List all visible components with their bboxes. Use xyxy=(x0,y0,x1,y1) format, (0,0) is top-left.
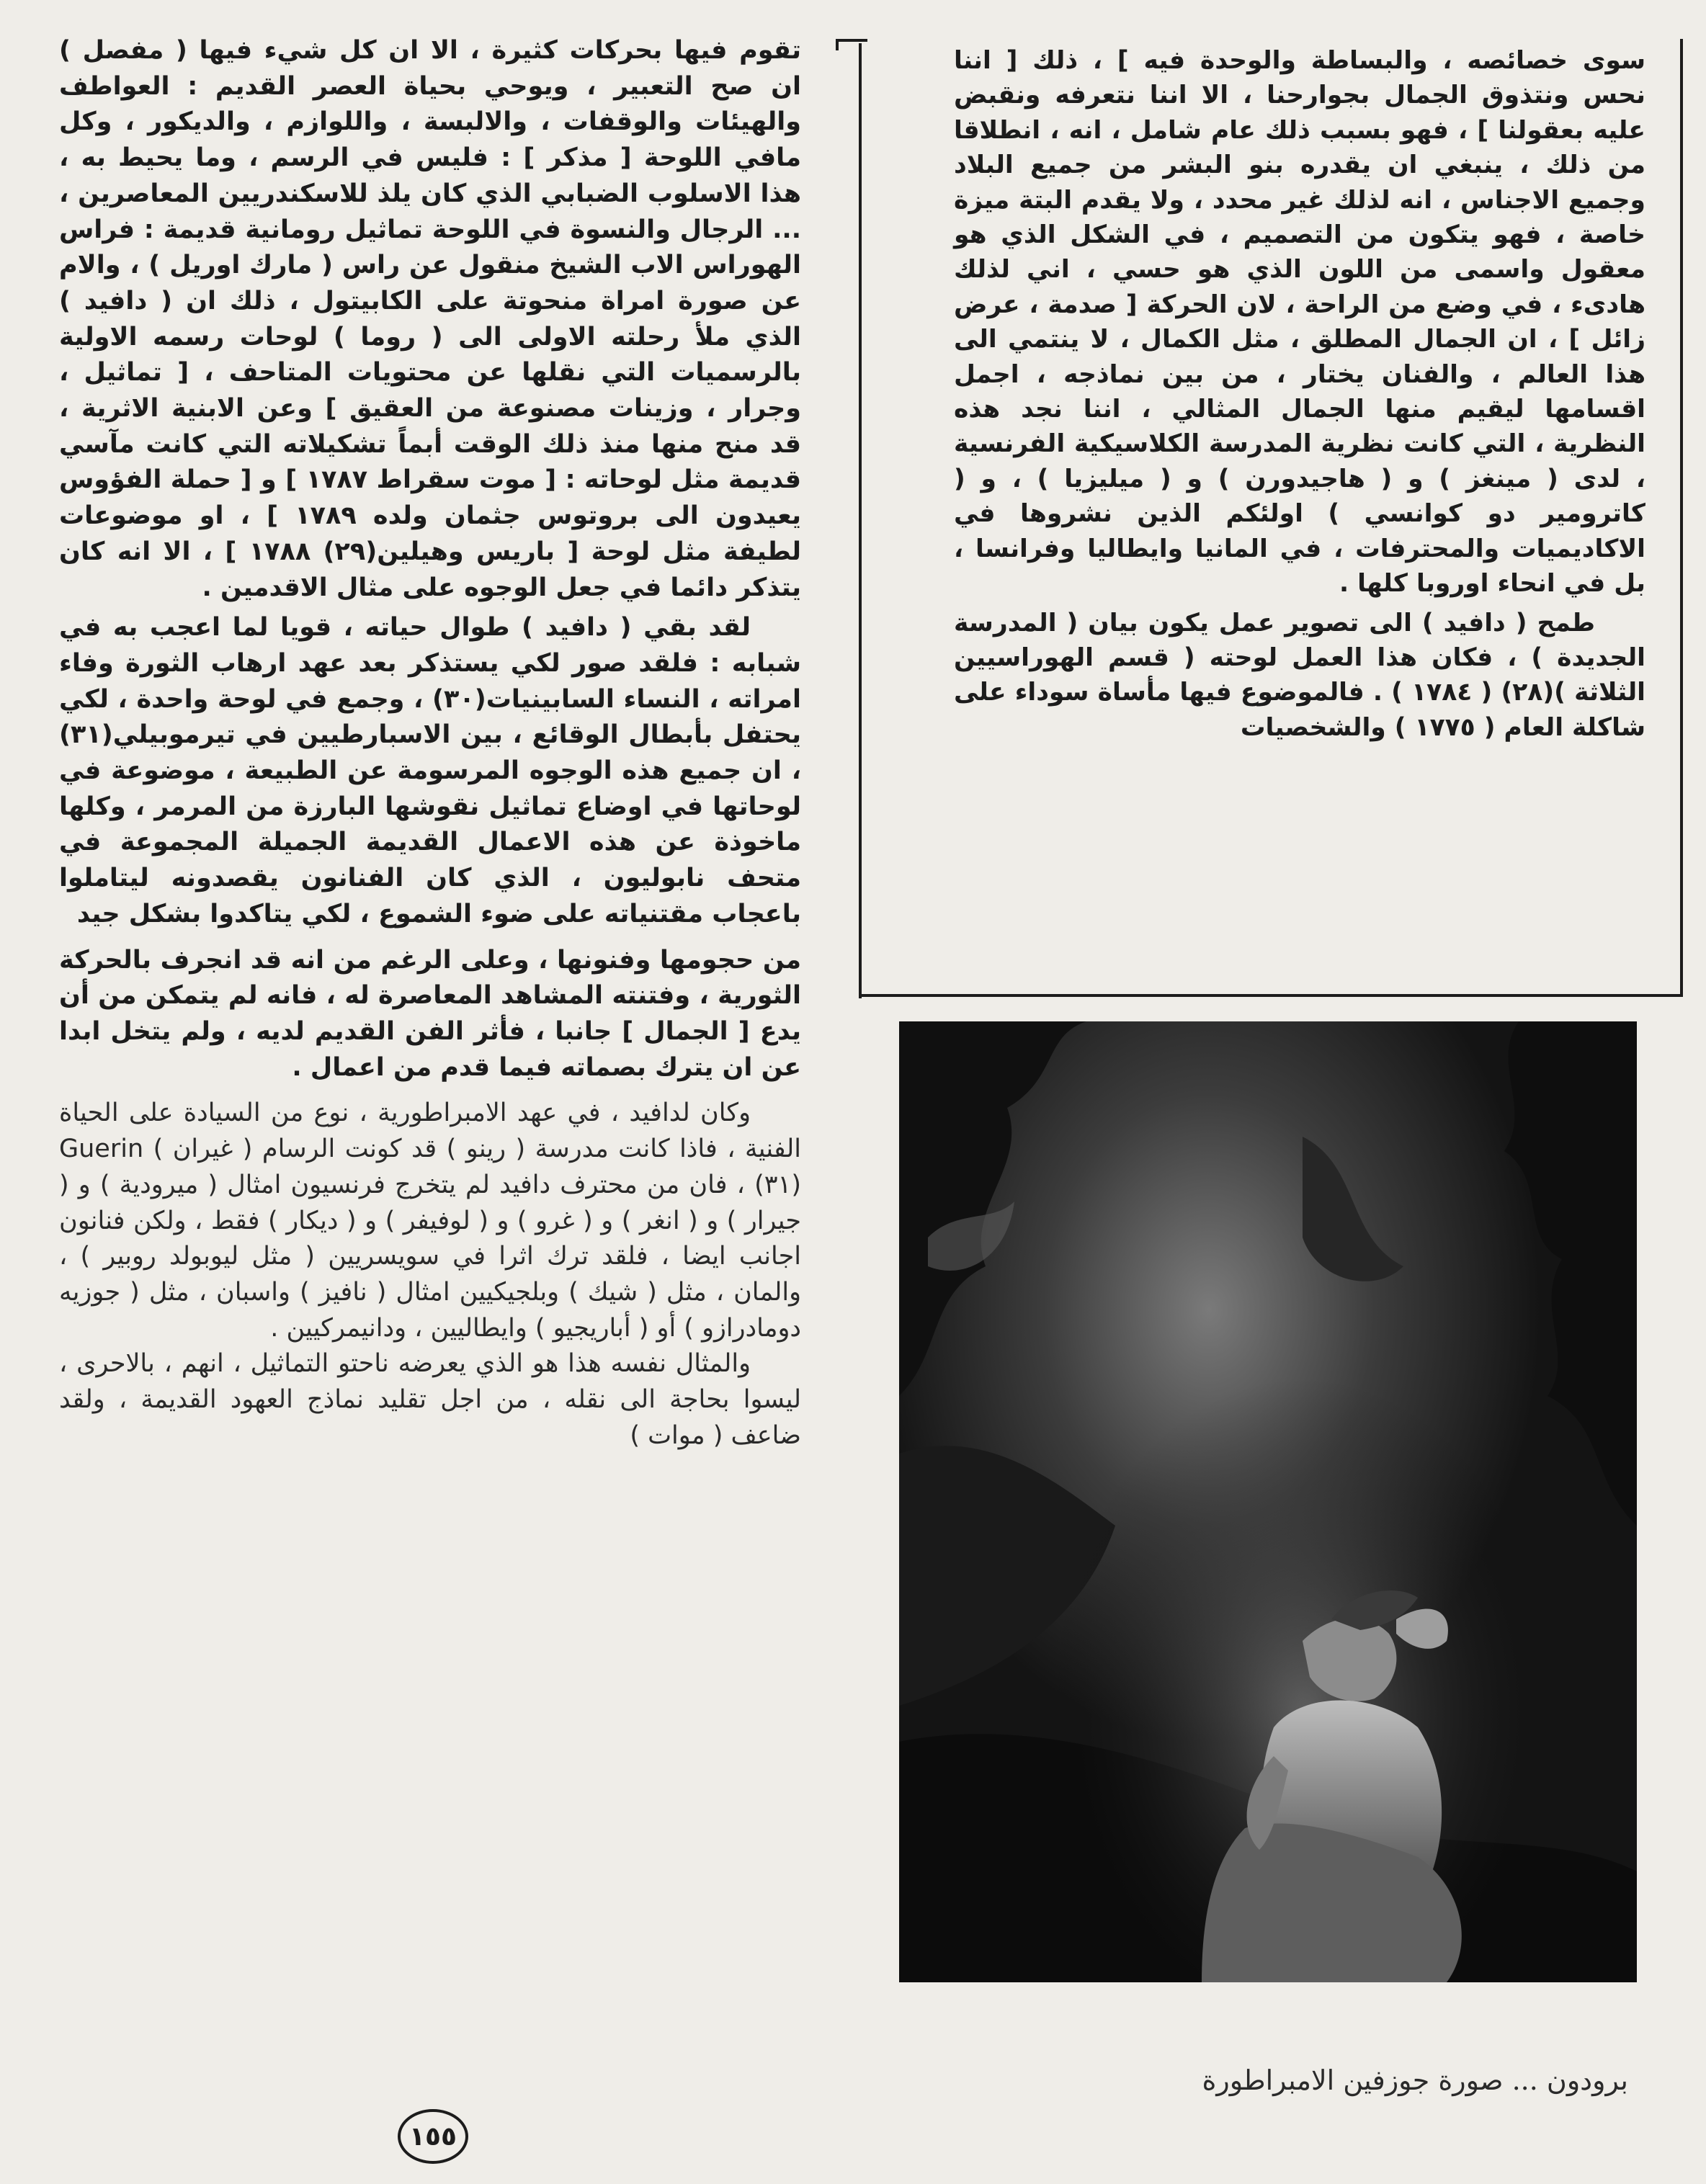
right-column xyxy=(954,43,1645,745)
left-paragraph-5: والمثال نفسه هذا هو الذي يعرضه ناحتو التماثيل ، انهم ، بالاحرى ، ليسوا بحاجة الى نقله ، من اجل تقليد نماذج العهود القديمة ، ولقد ضاعف ( موات ) xyxy=(59,1349,801,1450)
left-paragraph-4: وكان لدافيد ، في عهد الامبراطورية ، نوع من السيادة على الحياة الفنية ، فاذا كانت مدرسة ( رينو ) قد كونت الرسام ( غيران ) Guerin (٣١) ، فان من محترف دافيد لم يتخرج فرنسيون امثال ( ميرودية ) و ( جيرار ) و ( انغر ) و ( غرو ) و ( لوفيفر ) و ( ديكار ) فقط ، ولكن فنانون اجانب ايضا ، فلقد ترك اثرا في سويسريين ( مثل ليوبولد روبير ) ، والمان ، مثل ( شيك ) وبلجيكيين امثال ( نافيز ) واسبان ، مثل ( جوزيه دومادرازو ) أو ( أباريجيو ) وايطاليين ، ودانيمركيين . xyxy=(59,1098,801,1343)
left-paragraph-1: تقوم فيها بحركات كثيرة ، الا ان كل شيء فيها ( مفصل ) ان صح التعبير ، ويوحي بحياة العصر القديم : العواطف والهيئات والوقفات ، والالبسة ، واللوازم ، والديكور ، وكل مافي اللوحة [ مذكر ] : فليس في الرسم ، وما يحيط به ، هذا الاسلوب الضبابي الذي كان يلذ للاسكندريين المعاصرين ، ... الرجال والنسوة في اللوحة تماثيل رومانية قديمة : فراس الهوراس الاب الشيخ منقول عن راس ( مارك اوريل ) ، والام عن صورة امراة منحوتة على الكابيتول ، ذلك ان ( دافيد ) الذي ملأ رحلته الاولى الى ( روما ) لوحات رسمه الاولية بالرسميات التي نقلها عن محتويات المتاحف ، [ تماثيل ، وجرار ، وزينات مصنوعة من العقيق ] وعن الابنية الاثرية ، قد منح منها منذ ذلك الوقت أبماً تشكيلاته التي كانت مآسي قديمة مثل لوحاته : [ موت سقراط ١٧٨٧ ] و [ حملة الفؤوس يعيدون الى بروتوس جثمان ولده ١٧٨٩ ] ، او موضوعات لطيفة مثل لوحة [ باريس وهيلين(٢٩) ١٧٨٨ ] ، الا انه كان يتذكر دائما في جعل الوجوه على مثال الاقدمين . xyxy=(59,36,801,602)
right-paragraph-1: سوى خصائصه ، والبساطة والوحدة فيه ] ، ذلك [ اننا نحس ونتذوق الجمال بجوارحنا ، الا اننا نتعرفه ونقبض عليه بعقولنا ] ، فهو بسبب ذلك عام شامل ، انه ، انطلاقا من ذلك ، ينبغي ان يقدره بنو البشر من جميع البلاد وجميع الاجناس ، انه لذلك غير محدد ، ولا يقدم البتة ميزة خاصة ، فهو يتكون من التصميم ، في الشكل الذي هو معقول واسمى من اللون الذي هو حسي ، اني لذلك هادىء ، في وضع من الراحة ، لان الحركة [ صدمة ، عرض زائل ] ، ان الجمال المطلق ، مثل الكمال ، لا ينتمي الى هذا العالم ، والفنان يختار ، من بين نماذجه ، اجمل اقسامها ليقيم منها الجمال المثالي ، اننا نجد هذه النظرية ، التي كانت نظرية المدرسة الكلاسيكية الفرنسية ، لدى ( مينغز ) و ( هاجيدورن ) و ( ميليزيا ) ، و ( كاترومير دو كوانسي ) اولئكم الذين نشروها في الاكاديميات والمحترفات ، في المانيا وايطاليا وفرانسا ، بل في انحاء اوروبا كلها . xyxy=(954,46,1645,599)
left-paragraph-2: لقد بقي ( دافيد ) طوال حياته ، قويا لما اعجب به في شبابه : فلقد صور لكي يستذكر بعد عهد ارهاب الثورة وفاء امراته ، النساء السابينيات(٣٠) ، وجمع في لوحة واحدة ، لكي يحتفل بأبطال الوقائع ، بين الاسبارطيين في تيرموبيلي(٣١) ، ان جميع هذه الوجوه المرسومة عن الطبيعة ، موضوعة في لوحاتها في اوضاع تماثيل نقوشها البارزة من المرمر ، وكلها ماخوذة عن هذه الاعمال القديمة الجميلة المجموعة في متحف نابوليون ، الذي كان الفنانون يقصدونه ليتاملوا باعجاب مقتنياته على ضوء الشموع ، لكي يتاكدوا بشكل جيد xyxy=(59,613,801,928)
painting-image xyxy=(899,1021,1637,1982)
right-paragraph-2: طمح ( دافيد ) الى تصوير عمل يكون بيان ( المدرسة الجديدة ) ، فكان هذا العمل لوحته ( قسم الهوراسيين الثلاثة )(٢٨) ( ١٧٨٤ ) . فالموضوع فيها مأساة سوداء على شاكلة العام ( ١٧٧٥ ) والشخصيات xyxy=(954,608,1645,742)
left-paragraph-3: من حجومها وفنونها ، وعلى الرغم من انه قد انجرف بالحركة الثورية ، وفتنته المشاهد المعاصرة له ، فانه لم يتمكن من أن يدع [ الجمال ] جانبا ، فأثر الفن القديم لديه ، ولم يتخل ابدا عن ان يترك بصماته فيما قدم من اعمال . xyxy=(59,945,801,1082)
figure-caption: برودون ... صورة جوزفين الامبراطورة xyxy=(1202,2064,1628,2096)
left-column xyxy=(59,33,801,1454)
page-number: ١٥٥ xyxy=(398,2109,468,2164)
painting-illustration xyxy=(899,1021,1637,1982)
